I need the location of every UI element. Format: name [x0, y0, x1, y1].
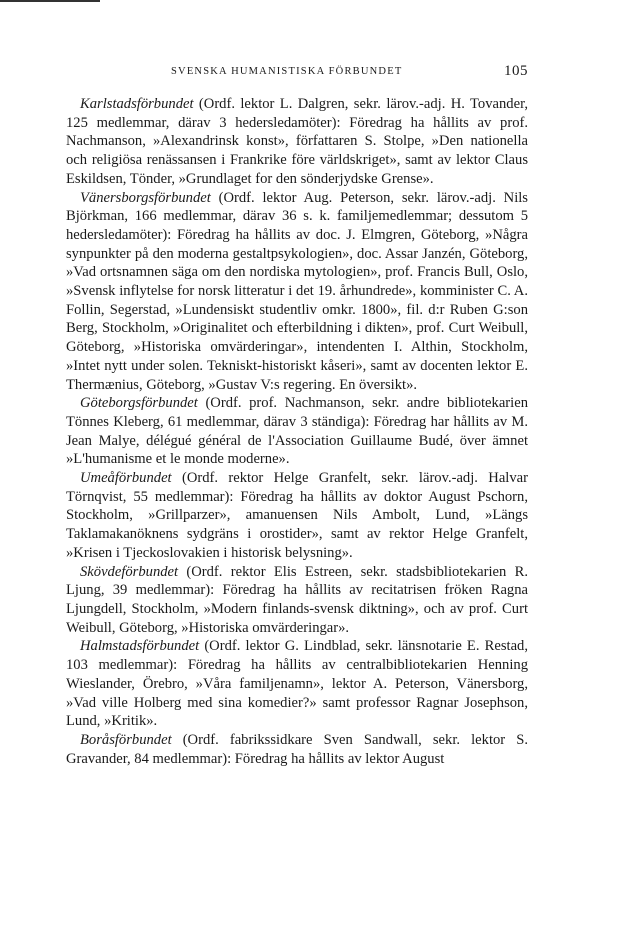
paragraph-boras: [66, 731, 528, 768]
paragraph-karlstad: [66, 95, 528, 189]
page-number: 105: [504, 63, 528, 79]
society-name: Boråsförbundet: [80, 731, 172, 748]
society-name: Halmstadsförbundet: [80, 638, 200, 655]
paragraph-skovde: [66, 563, 528, 638]
page-body: [66, 95, 528, 768]
paragraph-halmstad: [66, 637, 528, 731]
society-name: Skövdeförbundet: [80, 563, 179, 580]
running-header: [66, 63, 528, 86]
paragraph-goteborg: [66, 394, 528, 469]
society-name: Vänersborgsförbundet: [80, 189, 211, 206]
society-name: Umeåförbundet: [80, 470, 172, 487]
paragraph-text: (Ordf. rektor Elis Estreen, sekr. stadsbibliotekarien R. Ljung, 39 medlemmar): Föredrag ha hållits av recitatrisen fröken Ragna Ljungdell, Stockholm, »Modern finlands-svensk diktning», och av prof. Curt Weibull, Göteborg, »Historiska omvärderingar».: [66, 563, 528, 636]
paragraph-umea: [66, 469, 528, 563]
paragraph-text: (Ordf. lektor G. Lindblad, sekr. länsnotarie E. Restad, 103 medlemmar): Föredrag ha hållits av centralbibliotekarien Henning Wieslander, Örebro, »Våra familjenamn», lektor A. Peterson, Vänersborg, »Vad ville Holberg med sina komedier?» samt professor Ragnar Josephson, Lund, »Kritik».: [66, 638, 528, 730]
scan-edge-mark: [0, 0, 100, 2]
paragraph-text: (Ordf. lektor Aug. Peterson, sekr. lärov.-adj. Nils Björkman, 166 medlemmar, därav 36 s. k. familjemedlemmar; dessutom 5 hedersledamöter): Föredrag ha hållits av doc. J. Elmgren, Göteborg, »Några synpunkter på den moderna gestaltpsykologien», doc. Assar Janzén, Göteborg, »Vad ortsnamnen säga om den nordiska mytologien», prof. Francis Bull, Oslo, »Svensk inflytelse for norsk litteratur i det 19. århundrede», komminister C. A. Follin, Segerstad, »Lundensiskt studentliv omkr. 1800», fil. d:r Ruben G:son Berg, Stockholm, »Originalitet och efterbildning i dikten», prof. Curt Weibull, Göteborg, »Historiska omvärderingar», intendenten I. Althin, Stockholm, »Intet nytt under solen. Tekniskt-historiskt kåseri», samt av docenten lektor E. Thermænius, Göteborg, »Gustav V:s regering. En översikt».: [66, 189, 528, 393]
paragraph-vanersborg: [66, 189, 528, 395]
paragraph-text: (Ordf. rektor Helge Granfelt, sekr. lärov.-adj. Halvar Törnqvist, 55 medlemmar): Föredrag ha hållits av doktor August Pschorn, Stockholm, »Grillparzer», amanuensen Nils Ambolt, Lund, »Längs Taklamakanöknens sydgräns i orostider», samt av rektor Helge Granfelt, »Krisen i Tjeckoslovakien i historisk belysning».: [66, 470, 528, 561]
society-name: Karlstadsförbundet: [80, 96, 194, 112]
paragraph-text: (Ordf. prof. Nachmanson, sekr. andre bibliotekarien Tönnes Kleberg, 61 medlemmar, därav 3 ständiga): Föredrag har hållits av M. Jean Malye, délégué général de l'Association Guillaume Budé, över ämnet »L'humanisme et le monde moderne».: [66, 395, 528, 468]
society-name: Göteborgsförbundet: [80, 395, 198, 412]
paragraph-text: (Ordf. lektor L. Dalgren, sekr. lärov.-adj. H. Tovander, 125 medlemmar, därav 3 hedersledamöter): Föredrag ha hållits av prof. Nachmanson, »Alexandrinsk konst», författaren S. Stolpe, »Den nationella och religiösa renässansen i Frankrike före världskriget», samt av lektor Claus Eskildsen, Tönder, »Grundlaget for den sönderjydske Grense».: [66, 96, 528, 187]
running-head-title: SVENSKA HUMANISTISKA FÖRBUNDET: [171, 66, 403, 77]
paragraph-text: (Ordf. fabrikssidkare Sven Sandwall, sekr. lektor S. Gravander, 84 medlemmar): Föredrag ha hållits av lektor August: [66, 731, 528, 767]
